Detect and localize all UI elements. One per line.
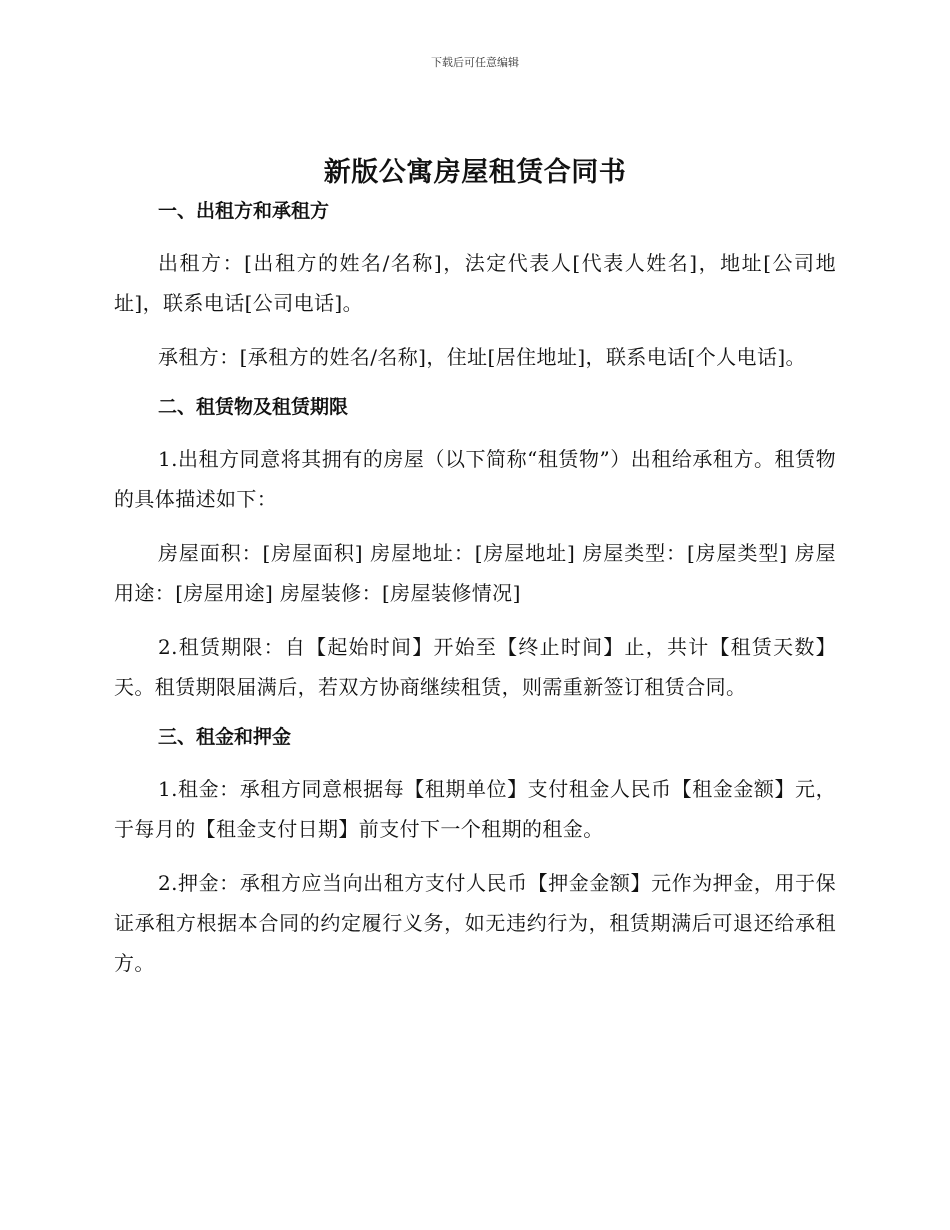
document-title: 新版公寓房屋租赁合同书 [323, 157, 627, 188]
paragraph-lessee: 承租方：[承租方的姓名/名称]，住址[居住地址]，联系电话[个人电话]。 [158, 345, 806, 369]
section-heading: 一、出租方和承租方 [158, 200, 330, 222]
paragraph-lessor: 出租方：[出租方的姓名/名称]，法定代表人[代表人姓名]，地址[公司地址]，联系电话[公司电话]。 [114, 251, 836, 315]
document-body [114, 195, 836, 997]
paragraph-property-details: 房屋面积：[房屋面积] 房屋地址：[房屋地址] 房屋类型：[房屋类型] 房屋用途：[房屋用途] 房屋装修：[房屋装修情况] [114, 541, 836, 605]
paragraph-property-intro: 1.出租方同意将其拥有的房屋（以下简称“租赁物”）出租给承租方。租赁物的具体描述如下： [114, 447, 836, 511]
section-heading: 三、租金和押金 [158, 726, 292, 748]
page-header-note: 下载后可任意编辑 [431, 56, 519, 69]
paragraph-rent: 1.租金：承租方同意根据每【租期单位】支付租金人民币【租金金额】元，于每月的【租金支付日期】前支付下一个租期的租金。 [114, 777, 836, 841]
section-parties [114, 195, 836, 377]
paragraph-deposit: 2.押金：承租方应当向出租方支付人民币【押金金额】元作为押金，用于保证承租方根据本合同的约定履行义务，如无违约行为，租赁期满后可退还给承租方。 [114, 871, 836, 975]
section-leased-property [114, 391, 836, 707]
section-heading: 二、租赁物及租赁期限 [158, 396, 349, 418]
section-rent-deposit [114, 721, 836, 983]
paragraph-lease-term: 2.租赁期限：自【起始时间】开始至【终止时间】止，共计【租赁天数】天。租赁期限届满后，若双方协商继续租赁，则需重新签订租赁合同。 [114, 635, 836, 699]
